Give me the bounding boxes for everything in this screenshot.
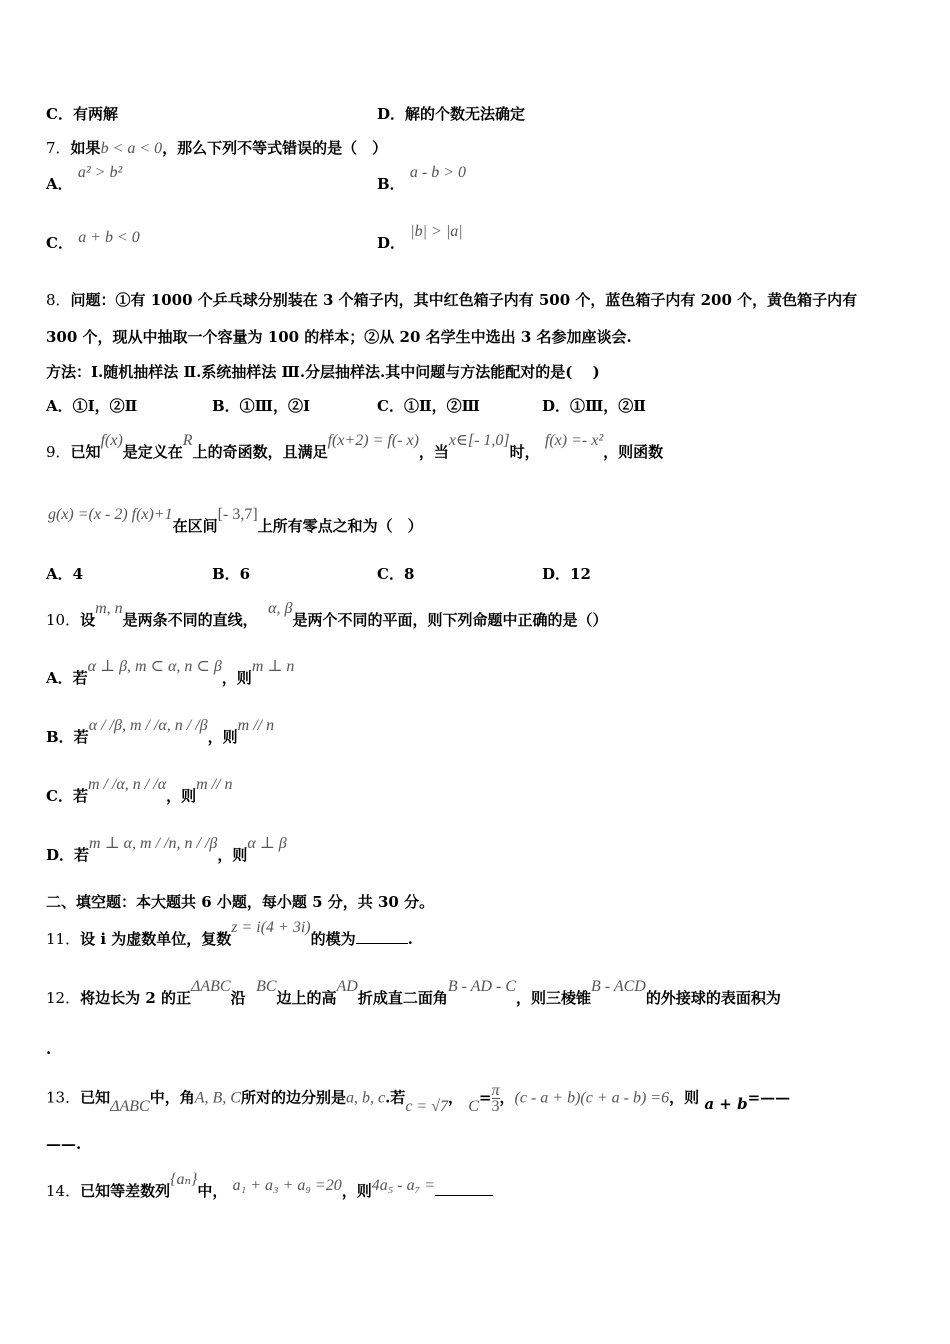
q8-line2: 300 个，现从中抽取一个容量为 100 的样本；②从 20 名学生中选出 3 名参加座谈会. (46, 328, 632, 346)
q9-option-c: C．8 (377, 565, 415, 583)
q11: 11．设 i 为虚数单位，复数z = i(4 + 3i)的模为 . (46, 919, 413, 948)
q7-option-a: A． a² > b² (46, 164, 123, 193)
q10-option-d: D．若m ⊥ α, m / /n, n / /β，则α ⊥ β (46, 835, 287, 864)
q9-option-a: A．4 (46, 565, 84, 583)
q13: 13．已知ΔABC中，角A, B, C所对的边分别是a, b, c.若c = √7， C= $\frac{\pi}{3}$ ，(c - a + b)(c + a - b) =6，则 a + b=—— (46, 1082, 791, 1115)
q10-option-a: A．若α ⊥ β, m ⊂ α, n ⊂ β，则m ⊥ n (46, 658, 295, 687)
q10-option-b: B．若α / /β, m / /α, n / /β，则m // n (46, 717, 275, 746)
q7-option-c: C． a + b < 0 (46, 229, 140, 252)
q10-stem: 10．设m, n是两条不同的直线， α, β是两个不同的平面，则下列命题中正确的是（） (46, 600, 608, 629)
q6-option-c: C．有两解 (46, 105, 118, 123)
q8-option-b: B．①Ⅲ，②Ⅰ (212, 397, 310, 415)
q8-line3: 方法：Ⅰ.随机抽样法 Ⅱ.系统抽样法 Ⅲ.分层抽样法.其中问题与方法能配对的是( ) (46, 363, 600, 381)
q8-option-a: A．①Ⅰ，②Ⅱ (46, 397, 138, 415)
q8-option-c: C．①Ⅱ，②Ⅲ (377, 397, 480, 415)
q9-option-d: D．12 (542, 565, 591, 583)
q9-stem-line2: g(x) =(x - 2) f(x)+1在区间[- 3,7]上所有零点之和为（ ） (48, 506, 423, 535)
q14: 14．已知等差数列{aₙ}中， a₁ + a₃ + a₉ =20，则4a₅ - a₇ = (46, 1180, 493, 1201)
q7-stem: 7．如果b < a < 0，那么下列不等式错误的是（ ） (46, 139, 388, 157)
q7-option-b: B． a - b > 0 (377, 164, 467, 193)
q9-stem-line1: 9．已知f(x)是定义在R上的奇函数，且满足f(x+2) = f(- x)，当x∈[- 1,0]时， f(x) =- x²，则函数 (46, 432, 664, 461)
q13-tail: ——. (46, 1135, 82, 1153)
q10-option-c: C．若m / /α, n / /α，则m // n (46, 776, 233, 805)
q6-option-d: D．解的个数无法确定 (377, 105, 526, 123)
section-2-heading: 二、填空题：本大题共 6 小题，每小题 5 分，共 30 分。 (46, 893, 435, 911)
q9-option-b: B．6 (212, 565, 251, 583)
q12: 12．将边长为 2 的正ΔABC沿 BC边上的高AD折成直二面角B - AD - C，则三棱锥B - ACD的外接球的表面积为 (46, 978, 781, 1007)
q8-option-d: D．①Ⅲ，②Ⅱ (542, 397, 646, 415)
q8-line1: 8．问题：①有 1000 个乒乓球分别装在 3 个箱子内，其中红色箱子内有 500 个，蓝色箱子内有 200 个，黄色箱子内有 (46, 291, 858, 309)
q7-option-d: D． |b| > |a| (377, 223, 463, 252)
q12-tail: . (46, 1040, 52, 1058)
